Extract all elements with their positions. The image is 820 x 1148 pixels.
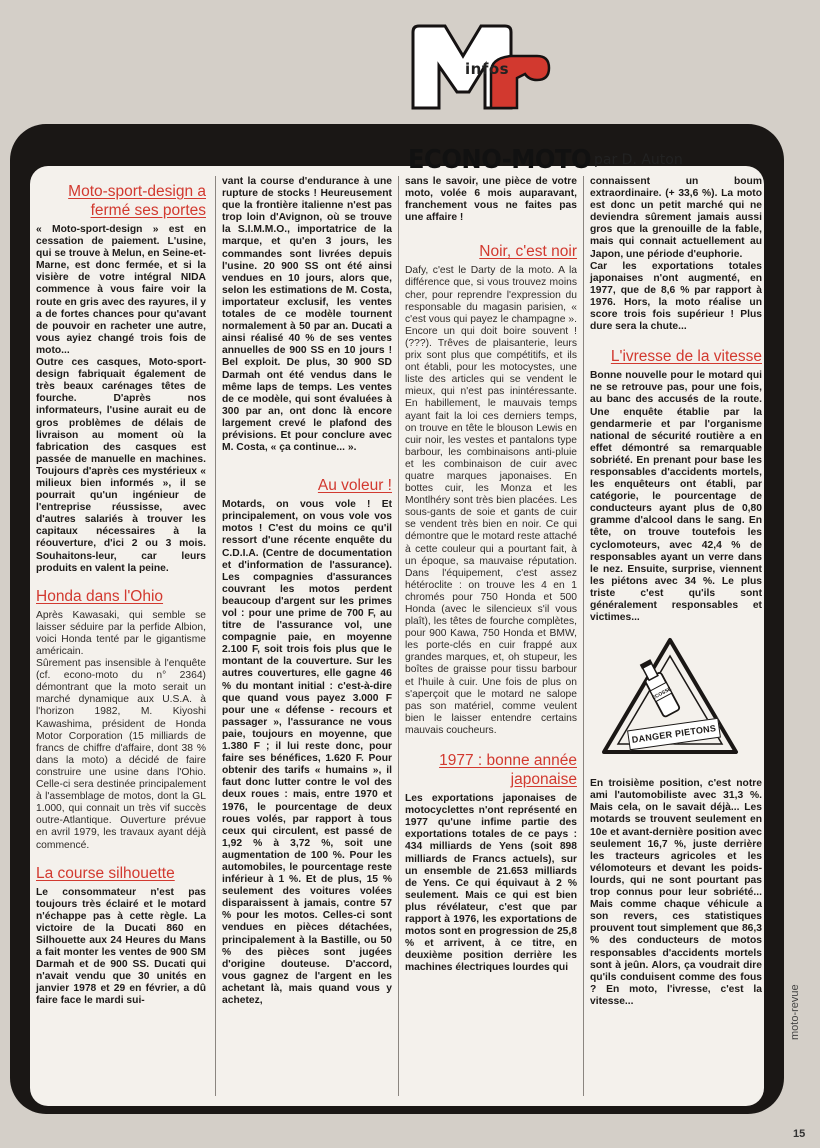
column-rule (398, 176, 399, 1096)
article-paragraph: vant la course d'endurance à une rupture de stocks ! Heureusement que la frontière italienne n'est pas trop loin d'Avignon, où se trouve la S.I.M.M.O., importatrice de la marque, et qu'en 3 jours, les commandes sont livrées depuis l'usine. 20 900 SS ont été ainsi vendues en 10 jours, alors que, selon les estimations de M. Costa, importateur exclusif, les ventes totales de ce modèle tournent normalement à 50 par an. Ducati a ainsi réalisé 40 % de ses ventes annuelles de 900 SS en 10 jours ! Bel exploit. De plus, 30 900 SD Darmah ont été vendus dans le même laps de temps. Les ventes de ce modèle, qui sont évaluées à 300 par an, ont donc là encore largement crevé le plafond des prévisions. Et pour conclure avec M. Costa, « ça continue... ». (222, 176, 392, 454)
article-paragraph: Car les exportations totales japonaises n'ont augmenté, en 1977, que de 8,6 % par rapport à 1976. Hors, la moto réalise un score trois fois supérieur ! Plus dure sera la chute... (590, 260, 762, 333)
article-paragraph: Dafy, c'est le Darty de la moto. A la différence que, si vous trouvez moins cher, pour reprendre l'expression du responsable du magasin parisien, « c'est vous qui payez le champagne ». Encore un qui doit boire souvent ! (???). Trêves de plaisanterie, leurs prix sont plus que compétitifs, et ils ont établi, pour les motocystes, une liste des articles qui se vendent le mieux, qui n'est pas inintéressante. En habillement, le mauvais temps ayant fait la loi ces derniers temps, on trouve en tête le blouson Lewis en cuir noir, les vestes et pantalons type barbour, les combinaisons anti-pluie et les combinaison de cuir avec quatre marques japonaises. En bottes cuir, les Monza et les Montlhéry sont très bien placées. Les sous-gants de soie et gants de cuir se vendent très bien en noir. Ce qui démontre que le motard reste attaché à cette couleur qui a pourtant fait, à un époque, sa mauvaise réputation. Dans l'équipement, c'est assez hétéroclite : on trouve les 4 en 1 chromés pour 750 Honda et 500 Honda (avec le silencieux s'il vous plaît), les têtes de fourche complètes, pour 900 Kawa, 750 Honda et BMW, les porte-clés en cuir frappé aux grandes marques, et, oh stupeur, les boîtes de graisse pour tissu barbour et l'huile à cuir. Une fois de plus on s'aperçoit que le motard ne salope pas son matériel, comme veulent bien le laisser entendre certains mauvais coucheurs. (405, 265, 577, 736)
column-2 (222, 176, 392, 1007)
article-paragraph: Motards, on vous vole ! Et principalement, on vous vole vos motos ! C'est du moins ce qu'il ressort d'une récente enquête du C.D.I.A. (Centre de documentation et d'information de l'assurance). Les compagnies d'assurances couvrant les motos perdent beaucoup d'argent sur les primes vol : pour une prime de 700 F, au titre de l'assurance vol, une compagnie paie, en moyenne 2.100 F, soit trois fois plus que le montant de la couverture. Sur les autres couvertures, elle gagne 46 % du montant initial : c'est-à-dire que quand vous payez 3.000 F pour une « défense - recours et passager », l'assurance ne vous paie, toujours en moyenne, que 1.380 F ; il lui reste donc, pour faire ses bénéfices, 1.620 F. Pour obtenir des tarifs « humains », il faut donc lutter contre le vol des deux roues : mais, entre 1970 et 1976, le pourcentage de deux roues volés, par rapport à tous ceux qui circulent, est passé de 1,92 % à 3,72 %, soit une augmentation de 100 %. Pour les automobiles, le pourcentage reste inférieur à 1 %. Et de plus, 15 % seulement des voitures volées disparaissent à jamais, contre 57 % pour les motos. Celles-ci sont vendues en pièces détachées, principalement à la Bastille, ou 50 % des pièces sont jugées d'origine douteuse. D'accord, vous gagnez de l'argent en les achetant là, mais quand vous y achetez, (222, 499, 392, 1006)
section-title: ECONO-MOTO (408, 145, 592, 175)
article-title-au-voleur: Au voleur ! (317, 477, 392, 495)
column-rule (583, 176, 584, 1096)
sign-text: DANGER PIETONS (631, 723, 717, 746)
article-title-bonne-annee-japonaise: 1977 : bonne année japonaise (439, 752, 577, 789)
article-paragraph: connaissent un boum extraordinaire. (+ 33,6 %). La moto est donc un petit marché qui ne deviendra sûrement jamais aussi gros que la grenouille de la fable, mais qui connait actuellement au Japon, une période d'euphorie. (590, 176, 762, 260)
magazine-name: moto-revue (789, 984, 801, 1040)
danger-pietons-illustration (594, 634, 744, 764)
article-title-ivresse-vitesse: L'ivresse de la vitesse (610, 348, 762, 366)
article-paragraph: Après Kawasaki, qui semble se laisser séduire par la perfide Albion, voici Honda tenté par le gigantisme américain. (36, 609, 206, 657)
article-paragraph: Le consommateur n'est pas toujours très éclairé et le motard n'échappe pas à cette règle. La victoire de la Ducati 860 en Silhouette aux 24 Heures du Mans a fait monter les ventes de 900 SM Darmah et de 900 SS. Ducati qui n'avait vendu que 30 unités en janvier 1978 et 29 en février, a dû faire face le mardi sui- (36, 886, 206, 1007)
article-paragraph: « Moto-sport-design » est en cessation de paiement. L'usine, qui se trouve à Melun, en Seine-et-Marne, est donc fermée, et si la visière de votre intégral NIDA commence à vous faire voir la route en gris avec des rayures, il y a de fortes chances pour qu'avant de pouvoir en racheter une autre, vous ayiez changé trois fois de moto... (36, 224, 206, 356)
author-byline: par D. Auton (594, 152, 683, 168)
article-paragraph: Bonne nouvelle pour le motard qui ne se retrouve pas, pour une fois, au banc des accusés de la route. Une enquête établie par la gendarmerie et par l'organisme national de sécurité routière a en effet démontré sa remarquable sobriété. En prenant pour base les responsables d'accidents mortels, les enquêteurs ont établi, par catégorie, le pourcentage de conducteurs ayant plus de 0,80 gramme d'alcool dans le sang. En tête, on trouve toutefois les cyclomoteurs, avec 42,4 % de responsables ayant un verre dans le nez. Ensuite, surprise, viennent les piétons avec 34 %. Le plus triste c'est qu'ils sont généralement responsables et victimes... (590, 370, 762, 624)
article-paragraph: Les exportations japonaises de motocyclettes n'ont représenté en 1977 qu'une infime partie des exportations totales de ce pays : 434 milliards de Yens (soit 898 milliards de Francs actuels), sur un ensemble de 21.653 milliards de Yens. Ce qui équivaut à 2 % seulement. Mais ce qui est bien plus révélateur, c'est que par rapport à 1976, les exportations de motos sont en progression de 25,8 % et arrivent, à ce titre, en deuxième position derrière les machines électriques lourdes qui (405, 793, 577, 974)
article-paragraph: sans le savoir, une pièce de votre moto, volée 6 mois auparavant, franchement vous ne faites pas une affaire ! (405, 176, 577, 224)
column-rule (215, 176, 216, 1096)
article-title-honda-ohio: Honda dans l'Ohio (36, 587, 164, 605)
article-title-course-silhouette: La course silhouette (36, 864, 175, 882)
article-paragraph: Sûrement pas insensible à l'enquête (cf. econo-moto du n° 2364) démontrant que la moto serait un marché dynamique aux U.S.A. à l'horizon 1982, M. Kiyoshi Kawashima, président de Honda Motor Corporation (15 milliards de francs de chiffre d'affaire, dont 38 % dans la moto) a décidé de faire construire une usine dans l'Ohio. Celle-ci sera destinée principalement à l'assemblage de motos, dont la GL 1.000, qui connait un très vif succès outre-Atlantique. Ouverture prévue en avril 1979, les travaux ayant déjà commencé. (36, 658, 206, 851)
article-paragraph: En troisième position, c'est notre ami l'automobiliste avec 31,3 %. Mais cela, on le savait déjà... Les motards se trouvent seulement en 10e et avant-dernière position avec seulement 16,7 %, juste derrière les tracteurs agricoles et les vélomoteurs et devant les poids-lourds, qui ne sont pourtant pas trop connus pour leur sobriété... Mais comme chaque véhicule a son revers, ces statistiques prouvent tout simplement que 86,3 % des conducteurs de motos responsables d'accidents mortels sont à jeûn. Alors, ça voudrait dire qu'ils conduisent comme des fous ? En moto, l'ivresse, c'est la vitesse... (590, 778, 762, 1007)
column-1 (36, 176, 206, 1008)
bottle-label: ECOSSE (651, 686, 673, 702)
article-title-noir-cest-noir: Noir, c'est noir (479, 243, 577, 261)
logo-infos-text: infos (465, 60, 510, 78)
article-paragraph: Outre ces casques, Moto-sport-design fabriquait également de très beaux carénages têtes de fourche. D'après nos informateurs, l'usine aurait eu de gros problèmes de délais de livraison au moment où la fabrication des casques est passée de manuelle en machines. Toujours d'après ces mystérieux « milieux bien informés », il se pourrait qu'un ingénieur de l'entreprise réussisse, avec d'autres salariés à trouver les capitaux nécessaires à la réouverture, d'ici 2 ou 3 mois. Souhaitons-leur, car leurs produits en valent la peine. (36, 357, 206, 574)
column-3 (405, 176, 577, 974)
column-4 (590, 176, 762, 1008)
article-title-moto-sport-design: Moto-sport-design a fermé ses portes (68, 183, 206, 219)
page-number: 15 (793, 1128, 806, 1140)
